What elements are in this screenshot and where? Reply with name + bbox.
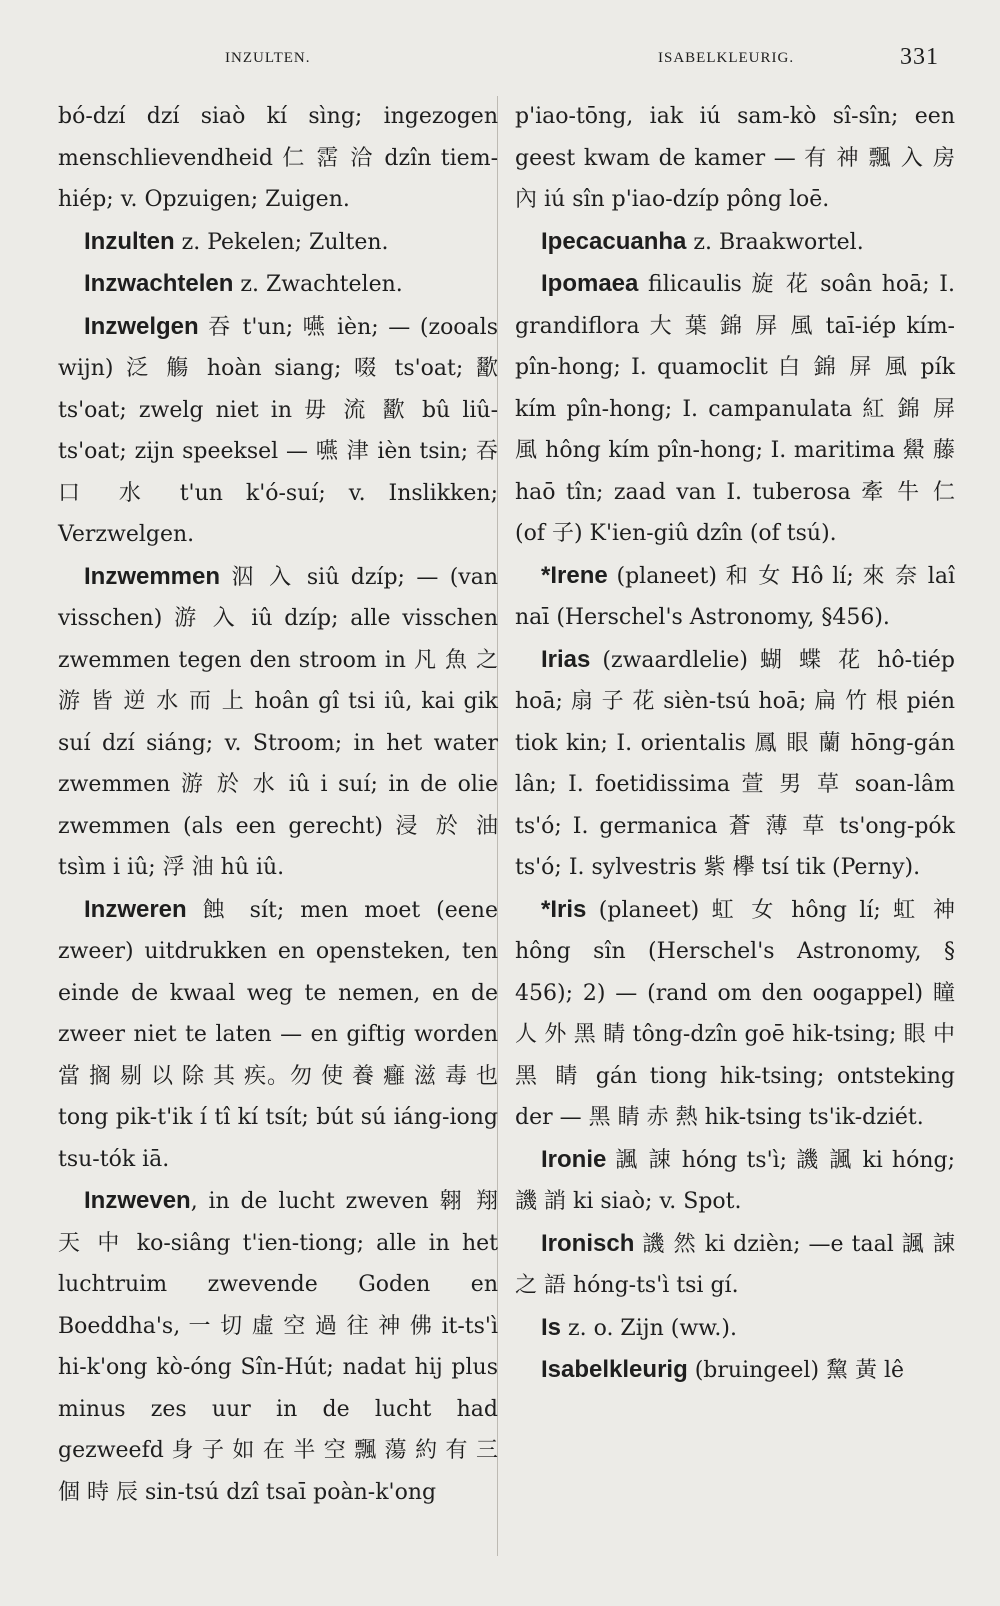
entry-headword: Irias: [541, 645, 591, 673]
entry-text: p'iao-tōng, iak iú sam-kò sî-sîn; een geest kwam de kamer — 有 神 飄 入 房 內 iú sîn p'iao-dzíp pông loē.: [515, 104, 955, 212]
entry-inzweven: [58, 1180, 498, 1513]
entry-headword: Inzulten: [84, 227, 175, 255]
entry-headword: Ironisch: [541, 1229, 635, 1257]
entry-headword: *Irene: [541, 561, 608, 589]
entry-headword: Inzweren: [84, 895, 187, 923]
entry-text: z. Pekelen; Zulten.: [174, 229, 389, 255]
entry-continuation: [515, 96, 955, 221]
entry-inzweren: [58, 889, 498, 1181]
entry-text: filicaulis 旋 花 soân hoā; I. grandiflora 大 葉 錦 屏 風 taī-iép kím-pîn-hong; I. quamoclit 白 錦 屏 風 pík kím pîn-hong; I. campanulata 紅 錦 屏 風 hông kím pîn-hong; I. maritima 鱟 藤 haō tîn; zaad van I. tuberosa 牽 牛 仁 (of 子) K'ien-giû dzîn (of tsú).: [515, 272, 955, 546]
entry-inzwelgen: [58, 306, 498, 556]
entry-headword: Isabelkleurig: [541, 1356, 688, 1383]
entry-text: 吞 t'un; 嚥 ièn; — (zooals wijn) 泛 觴 hoàn siang; 啜 ts'oat; 歠 ts'oat; zwelg niet in 毋 流 歠 bû liû-ts'oat; zijn speeksel — 嚥 津 ièn tsin; 吞 口 水 t'un k'ó-suí; v. Inslikken; Verzwelgen.: [58, 314, 498, 547]
left-column: [58, 96, 498, 1513]
entry-headword: Inzweven: [84, 1187, 191, 1214]
entry-text: 諷 誎 hóng ts'ì; 譏 諷 ki hóng; 譏 誚 ki siaò; v. Spot.: [515, 1147, 955, 1214]
entry-ipomaea: [515, 263, 955, 555]
entry-ironisch: [515, 1223, 955, 1307]
header-left-guideword: INZULTEN.: [225, 50, 311, 66]
entry-continuation: [58, 96, 498, 221]
entry-headword: Inzwachtelen: [84, 270, 234, 297]
entry-ipecacuanha: [515, 221, 955, 264]
entry-text: (planeet) 和 女 Hô lí; 來 奈 laî naī (Herschel's Astronomy, §456).: [515, 563, 955, 630]
entry-text: (zwaardlelie) 蝴 蝶 花 hô-tiép hoā; 扇 子 花 sièn-tsú hoā; 扁 竹 根 pién tiok kin; I. orientalis 鳳 眼 蘭 hōng-gán lân; I. foetidissima 萱 男 草 soan-lâm ts'ó; I. germanica 蒼 薄 草 ts'ong-pók ts'ó; I. sylvestris 紫 欅 tsí tik (Perny).: [515, 647, 955, 880]
entry-inzwemmen: [58, 556, 498, 889]
entry-inzulten: [58, 221, 498, 264]
entry-text: z. Zwachtelen.: [233, 272, 403, 297]
entry-text: , in de lucht zweven 翱 翔 天 中 ko-siâng t'ien-tiong; alle in het luchtruim zwevende Goden en Boeddha's, 一 切 虛 空 過 往 神 佛 it-ts'ì hi-k'ong kò-óng Sîn-Hút; nadat hij plus minus zes uur in de lucht had gezweefd 身 子 如 在 半 空 飄 蕩 約 有 三 個 時 辰 sin-tsú dzî tsaī poàn-k'ong: [58, 1189, 498, 1505]
entry-headword: Ipecacuanha: [541, 227, 687, 255]
header-right-guideword: ISABELKLEURIG.: [658, 50, 795, 66]
entry-headword: Ipomaea: [541, 270, 639, 297]
entry-text: (bruingeel) 黧 黃 lê: [687, 1358, 905, 1383]
entry-headword: *Iris: [541, 895, 587, 923]
entry-text: 譏 然 ki dzièn; —e taal 諷 誎 之 語 hóng-ts'ì tsi gí.: [515, 1231, 955, 1298]
entry-text: 蝕 sít; men moet (eene zweer) uitdrukken en opensteken, ten einde de kwaal weg te nemen, en de zweer niet te laten — en giftig worden 當 搁 剔 以 除 其 疾。勿 使 養 癰 滋 毒 也 tong pik-t'ik í tî kí tsít; bút sú iáng-iong tsu-tók iā.: [58, 897, 498, 1172]
entry-headword: Inzwelgen: [84, 312, 199, 340]
entry-headword: Ironie: [541, 1145, 607, 1173]
entry-text: z. Braakwortel.: [686, 229, 864, 255]
right-column: [515, 96, 955, 1392]
entry-headword: Inzwemmen: [84, 562, 221, 590]
entry-inzwachtelen: [58, 263, 498, 306]
entry-is: [515, 1307, 955, 1350]
entry-irene: [515, 555, 955, 639]
page-number: 331: [900, 44, 939, 70]
entry-text: bó-dzí dzí siaò kí sìng; ingezogen menschlievendheid 仁 霑 洽 dzîn tiem-hiép; v. Opzuigen; Zuigen.: [58, 104, 498, 212]
entry-ironie: [515, 1139, 955, 1223]
entry-isabelkleurig: [515, 1349, 955, 1392]
entry-headword: Is: [541, 1313, 562, 1341]
entry-text: 泅 入 siû dzíp; — (van visschen) 游 入 iû dzíp; alle visschen zwemmen tegen den stroom in 凡 魚 之 游 皆 逆 水 而 上 hoân gî tsi iû, kai gik suí dzí siáng; v. Stroom; in het water zwemmen 游 於 水 iû i suí; in de olie zwemmen (als een gerecht) 浸 於 油 tsìm i iû; 浮 油 hû iû.: [58, 564, 498, 880]
entry-text: z. o. Zijn (ww.).: [561, 1315, 737, 1341]
entry-text: (planeet) 虹 女 hông lí; 虹 神 hông sîn (Herschel's Astronomy, § 456); 2) — (rand om den oogappel) 瞳 人 外 黑 睛 tông-dzîn goē hik-tsing; 眼 中 黑 睛 gán tiong hik-tsing; ontsteking der — 黑 睛 赤 熱 hik-tsing ts'ik-dziét.: [515, 897, 955, 1130]
running-header: [0, 44, 1000, 74]
entry-irias: [515, 639, 955, 889]
entry-iris: [515, 889, 955, 1139]
